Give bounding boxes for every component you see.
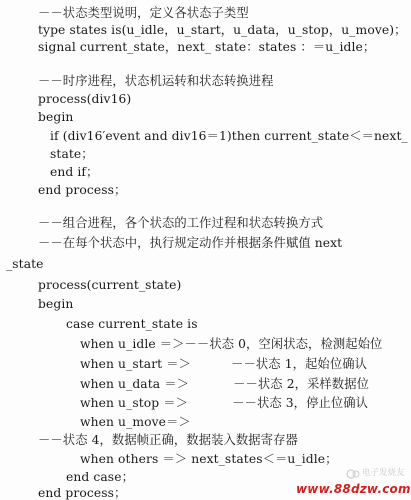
- comment-line: －－组合进程，各个状态的工作过程和状态转换方式: [38, 216, 324, 230]
- code-line: when u_start ＝＞ －－状态 1，起始位确认: [80, 357, 368, 371]
- code-line: end if；: [50, 165, 99, 179]
- code-line: begin: [38, 297, 74, 311]
- code-line: when u_move＝＞: [80, 415, 191, 429]
- code-line: end process；: [38, 486, 127, 500]
- watermark-logo-icon: [346, 468, 360, 480]
- code-line: end case；: [66, 470, 134, 484]
- code-line: when u_idle ＝＞－－状态 0，空闲状态，检测起始位: [80, 337, 383, 351]
- code-line: _state: [6, 257, 44, 271]
- code-line: end process；: [38, 183, 127, 197]
- code-line: when u_data ＝＞ －－状态 2，采样数据位: [80, 377, 369, 391]
- code-line: process(div16): [38, 92, 132, 106]
- code-line: begin: [38, 110, 74, 124]
- code-line: case current_state is: [66, 317, 198, 331]
- watermark-site-url: www.88dzw.com: [296, 482, 411, 496]
- comment-line: －－状态 4，数据帧正确，数据装入数据寄存器: [38, 433, 298, 447]
- code-line: when others ＝＞ next_states＜＝u_idle；: [80, 452, 338, 466]
- comment-line: －－状态类型说明，定义各状态子类型: [38, 6, 249, 20]
- code-line: if (div16′event and div16＝1)then current_state＜＝next_: [50, 129, 408, 143]
- code-line: state；: [50, 147, 94, 161]
- code-line: when u_stop ＝＞ －－状态 3，停止位确认: [80, 396, 369, 410]
- code-line: type states is(u_idle，u_start，u_data，u_stop，u_move)；: [38, 23, 407, 37]
- comment-line: －－时序进程，状态机运转和状态转换进程: [38, 74, 274, 88]
- comment-line: －－在每个状态中，执行规定动作并根据条件赋值 next: [38, 236, 343, 250]
- code-line: process(current_state): [38, 278, 182, 292]
- watermark-faint-text: 电子发烧友: [362, 468, 405, 478]
- code-line: signal current_state，next_ state：states ：＝u_idle；: [38, 40, 376, 54]
